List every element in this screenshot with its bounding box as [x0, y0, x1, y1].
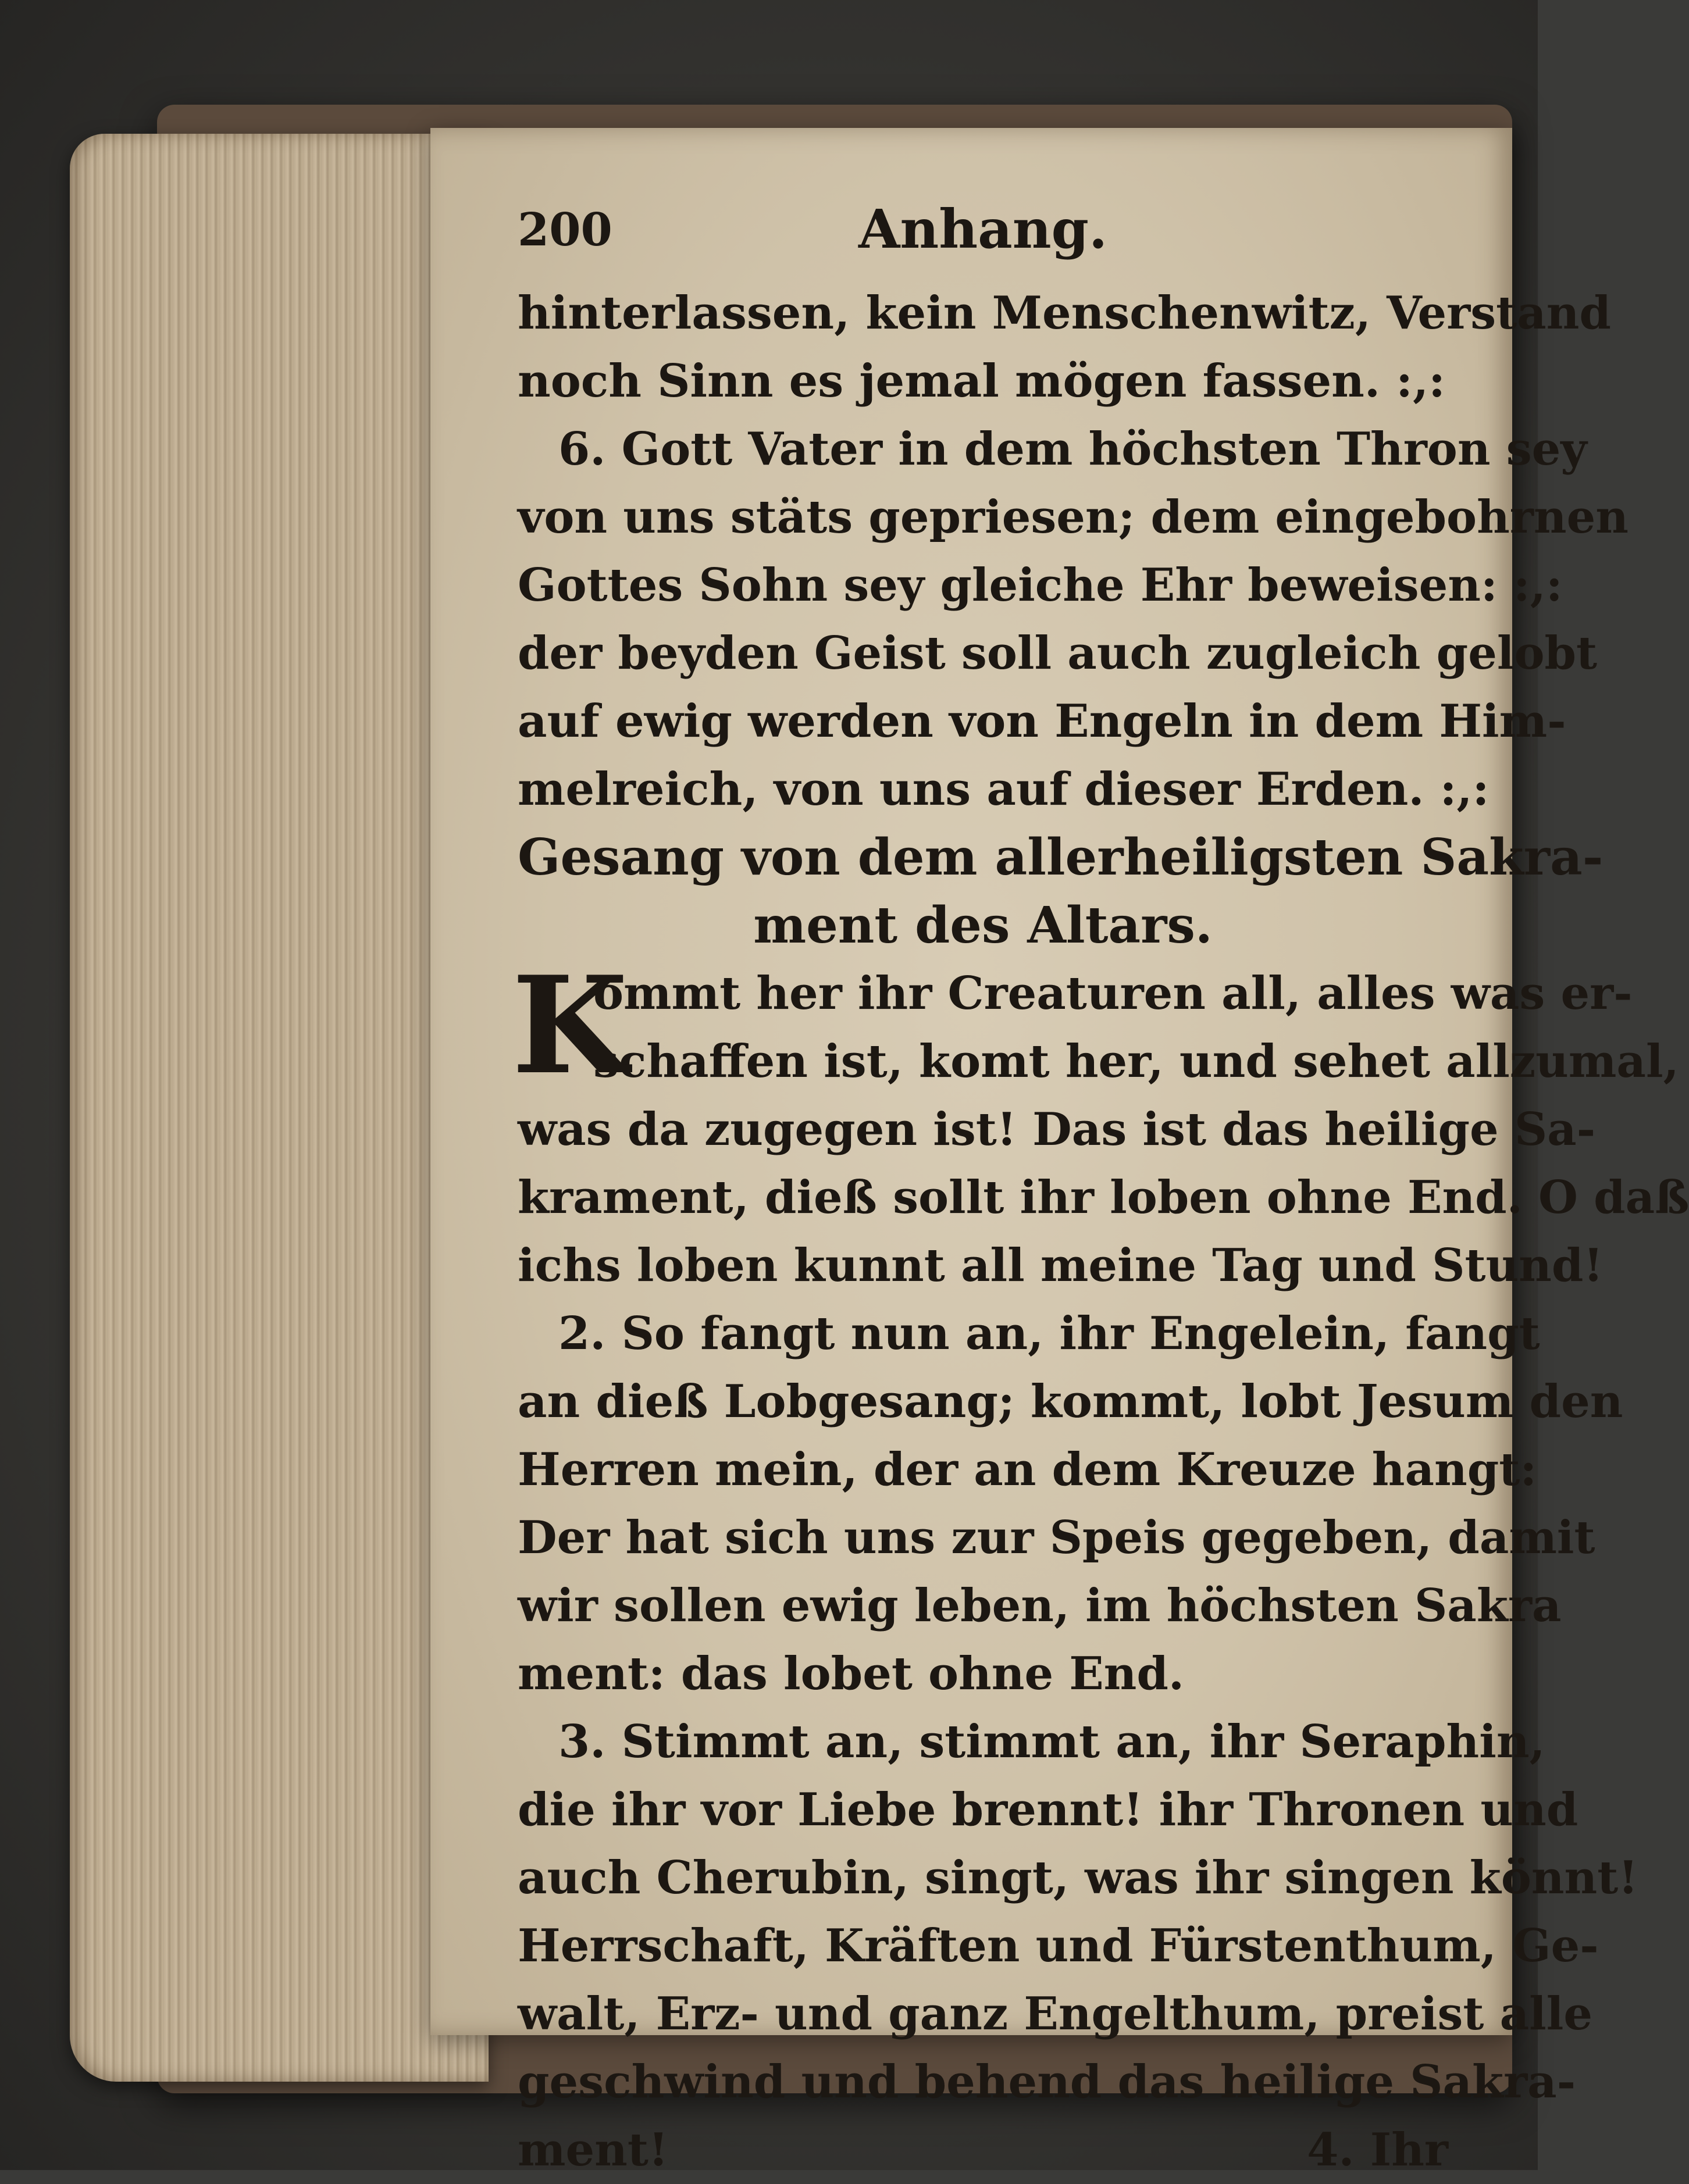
text-line: Der hat sich uns zur Speis gegeben, damit — [518, 1511, 1595, 1564]
text-line: hinterlassen, kein Menschenwitz, Verstand — [518, 287, 1611, 340]
page-header — [518, 180, 1448, 279]
song-title: Gesang von dem allerheiligsten Sakra- — [518, 828, 1604, 887]
text-line: auch Cherubin, singt, was ihr singen könnt! — [518, 1851, 1638, 1904]
text-line: ment! — [518, 2124, 669, 2176]
verse-6-start: 6. Gott Vater in dem höchsten Thron sey — [558, 423, 1587, 476]
running-head: Anhang. — [858, 198, 1107, 260]
drop-cap: K — [512, 947, 628, 1104]
text-line: Herren mein, der an dem Kreuze hangt: — [518, 1443, 1537, 1496]
book-page — [430, 128, 1689, 2176]
text-line: die ihr vor Liebe brennt! ihr Thronen und — [518, 1783, 1578, 1836]
text-line: an dieß Lobgesang; kommt, lobt Jesum den — [518, 1375, 1623, 1428]
last-line — [518, 2116, 1448, 2184]
text-line: von uns stäts gepriesen; dem eingebohrnen — [518, 491, 1629, 544]
page-edges — [70, 134, 489, 2082]
text-line: geschwind und behend das heilige Sakra- — [518, 2055, 1576, 2108]
text-line: melreich, von uns auf dieser Erden. :,: — [518, 763, 1490, 816]
text-line: auf ewig werden von Engeln in dem Him- — [518, 695, 1566, 748]
text-line: walt, Erz- und ganz Engelthum, preist alle — [518, 1987, 1593, 2040]
text-line: ichs loben kunnt all meine Tag und Stund! — [518, 1239, 1604, 1292]
text-line: schaffen ist, komt her, und sehet allzumal, — [593, 1035, 1679, 1088]
song-title-end: ment des Altars. — [753, 896, 1213, 955]
catchword: 4. Ihr — [1307, 2124, 1448, 2176]
page-text — [512, 180, 1689, 2176]
text-line: noch Sinn es jemal mögen fassen. :,: — [518, 355, 1445, 408]
text-line: ment: das lobet ohne End. — [518, 1647, 1185, 1700]
text-line: was da zugegen ist! Das ist das heilige Sa- — [518, 1103, 1596, 1156]
page-number: 200 — [518, 204, 612, 256]
verse-2-start: 2. So fangt nun an, ihr Engelein, fangt — [558, 1307, 1540, 1360]
text-line: wir sollen ewig leben, im höchsten Sakra — [518, 1579, 1562, 1632]
text-line: ommt her ihr Creaturen all, alles was er- — [593, 967, 1633, 1020]
text-line: Herrschaft, Kräften und Fürstenthum, Ge- — [518, 1919, 1599, 1972]
verse-1-opening — [512, 947, 1679, 1104]
text-line: der beyden Geist soll auch zugleich gelobt — [518, 627, 1598, 680]
verse-3-start: 3. Stimmt an, stimmt an, ihr Seraphin, — [558, 1715, 1545, 1768]
text-line: Gottes Sohn sey gleiche Ehr beweisen: :,: — [518, 559, 1563, 612]
text-line: krament, dieß sollt ihr loben ohne End. O daß — [518, 1171, 1689, 1224]
